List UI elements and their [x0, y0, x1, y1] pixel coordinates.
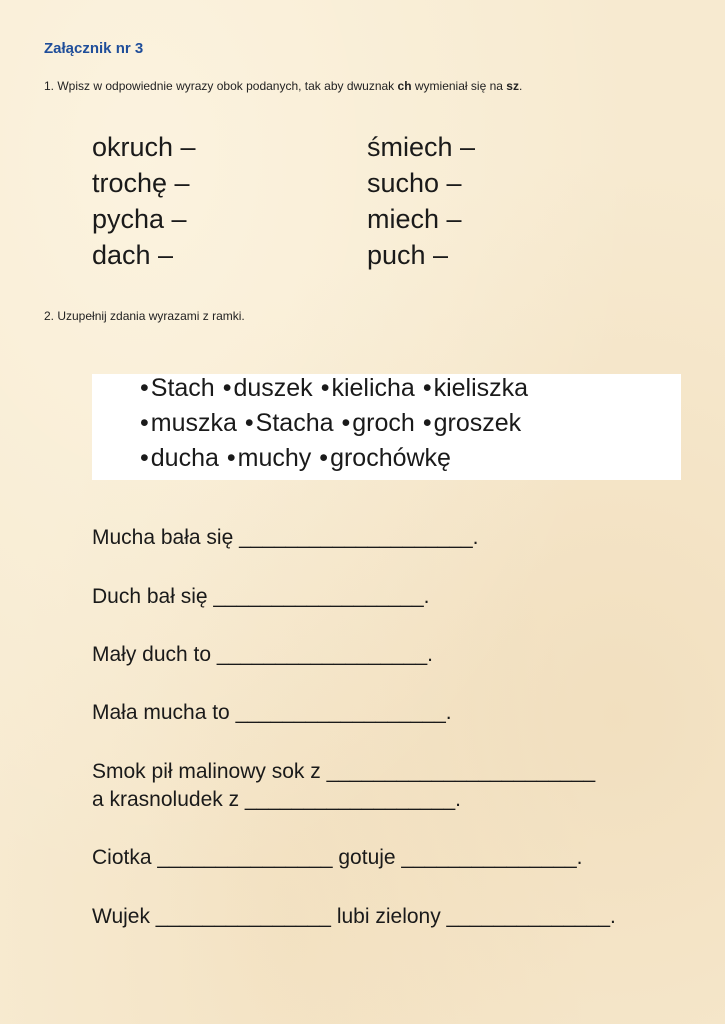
- word-box-item: Stacha: [255, 409, 334, 437]
- word-box-item: groszek: [433, 409, 522, 437]
- digraph-ch: ch: [397, 79, 412, 93]
- bullet: •: [140, 374, 149, 402]
- bullet: •: [222, 374, 232, 402]
- task1-instruction-prefix: 1. Wpisz w odpowiednie wyrazy obok podanych, tak aby dwuznak: [44, 79, 398, 93]
- word-box-item: kielicha: [331, 374, 415, 402]
- sentence-blank[interactable]: Ciotka _______________ gotuje _______________.: [92, 846, 583, 869]
- sentence-blank[interactable]: Duch bał się __________________.: [92, 585, 430, 608]
- task1-instruction-suffix: .: [518, 79, 523, 93]
- bullet: •: [226, 444, 236, 472]
- task1-instruction: [44, 79, 522, 93]
- sentence-blank[interactable]: Smok pił malinowy sok z _______________________: [92, 760, 596, 783]
- word-box-item: muchy: [237, 444, 312, 472]
- word-box-item: Stach: [150, 374, 215, 402]
- sentence-blank[interactable]: a krasnoludek z __________________.: [92, 788, 461, 811]
- left-word-column: [92, 129, 196, 273]
- bullet: •: [320, 374, 330, 402]
- word-box-item: duszek: [233, 374, 313, 402]
- sentence-blank[interactable]: Mały duch to __________________.: [92, 643, 433, 666]
- word-box-row: [140, 444, 459, 473]
- word-item: puch –: [367, 240, 449, 270]
- word-item: trochę –: [92, 168, 190, 198]
- bullet: •: [140, 444, 149, 472]
- right-word-column: [367, 129, 475, 273]
- bullet: •: [140, 409, 149, 437]
- page-title: Załącznik nr 3: [44, 40, 144, 57]
- word-item: pycha –: [92, 204, 187, 234]
- word-box-row: [140, 409, 529, 438]
- word-box-item: grochówkę: [330, 444, 451, 472]
- sentence-blank[interactable]: Mała mucha to __________________.: [92, 701, 452, 724]
- bullet: •: [244, 409, 254, 437]
- task2-instruction: 2. Uzupełnij zdania wyrazami z ramki.: [44, 309, 245, 323]
- digraph-sz: sz: [506, 79, 519, 93]
- word-box-row: [140, 374, 536, 403]
- word-box: [92, 374, 681, 480]
- word-item: śmiech –: [367, 132, 476, 162]
- word-box-item: muszka: [150, 409, 237, 437]
- word-item: miech –: [367, 204, 462, 234]
- bullet: •: [341, 409, 351, 437]
- word-box-item: ducha: [150, 444, 219, 472]
- word-box-item: kieliszka: [433, 374, 529, 402]
- bullet: •: [422, 409, 432, 437]
- sentence-blank[interactable]: Wujek _______________ lubi zielony ______________.: [92, 905, 616, 928]
- bullet: •: [422, 374, 432, 402]
- word-item: okruch –: [92, 132, 196, 162]
- word-item: sucho –: [367, 168, 462, 198]
- bullet: •: [319, 444, 329, 472]
- word-item: dach –: [92, 240, 174, 270]
- sentence-blank[interactable]: Mucha bała się ____________________.: [92, 526, 479, 549]
- word-box-item: groch: [352, 409, 415, 437]
- task1-instruction-middle: wymieniał się na: [411, 79, 507, 93]
